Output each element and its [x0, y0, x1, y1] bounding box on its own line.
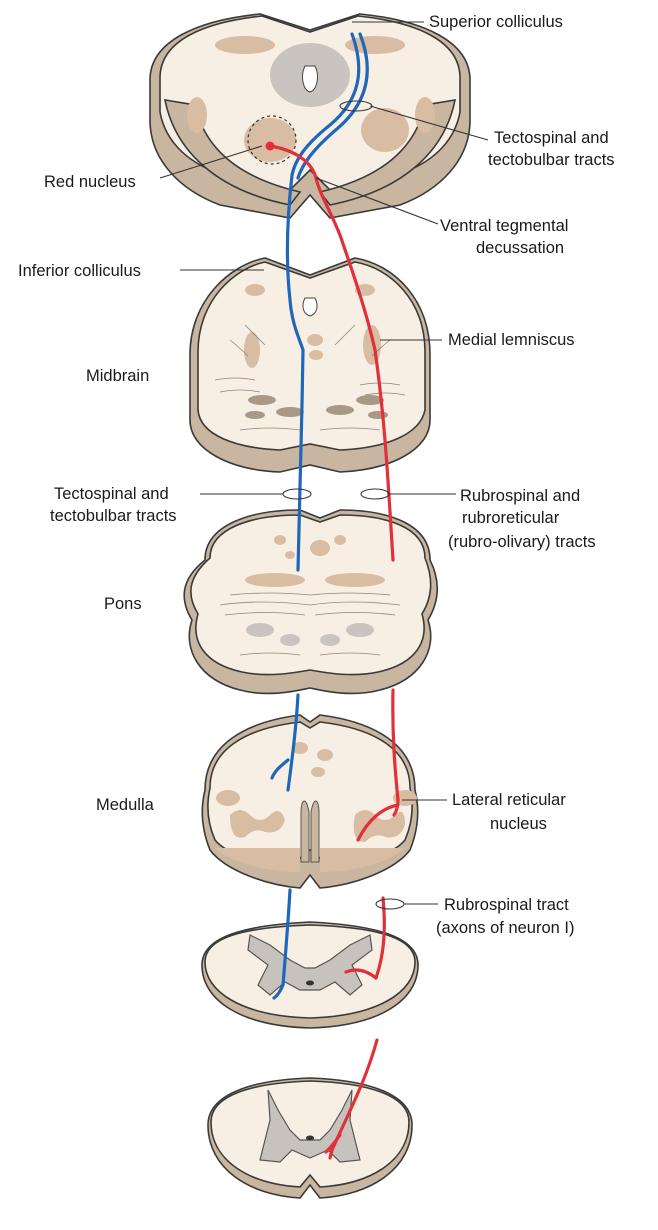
label-rubrospinal-line3: (rubro-olivary) tracts: [448, 533, 596, 551]
label-red-nucleus: Red nucleus: [44, 173, 136, 191]
pons-section: [184, 510, 437, 693]
label-inferior-colliculus: Inferior colliculus: [18, 262, 141, 280]
label-tectospinal-mid-line2: tectobulbar tracts: [50, 507, 177, 525]
label-midbrain: Midbrain: [86, 367, 150, 385]
medulla-section: [202, 715, 417, 888]
label-lateral-reticular-line1: Lateral reticular: [452, 791, 566, 809]
spinal-cord-upper-section: [202, 922, 418, 1028]
label-rubrospinal-line2: rubroreticular: [462, 509, 560, 527]
spinal-cord-lower-section: [208, 1078, 412, 1198]
label-ventral-tegmental-line2: decussation: [476, 239, 565, 257]
label-tectospinal-top-line1: Tectospinal and: [494, 129, 609, 147]
tract-ring-tectospinal-mid: [283, 489, 311, 499]
label-rubrospinal-line1: Rubrospinal and: [460, 487, 581, 505]
label-tectospinal-mid-line1: Tectospinal and: [54, 485, 169, 503]
tract-ring-rubrospinal-mid: [361, 489, 389, 499]
label-tectospinal-top-line2: tectobulbar tracts: [488, 151, 615, 169]
label-pons: Pons: [104, 595, 142, 613]
label-medulla: Medulla: [96, 796, 154, 814]
label-medial-lemniscus: Medial lemniscus: [448, 331, 575, 349]
upper-midbrain-section: [150, 14, 470, 218]
lower-midbrain-section: [190, 258, 430, 472]
label-lateral-reticular-line2: nucleus: [490, 815, 547, 833]
label-ventral-tegmental-line1: Ventral tegmental: [440, 217, 569, 235]
tract-ring-rubrospinal-low: [376, 899, 404, 909]
label-rubrospinal-tract-line2: (axons of neuron I): [436, 919, 575, 937]
label-rubrospinal-tract-line1: Rubrospinal tract: [444, 896, 569, 914]
label-superior-colliculus: Superior colliculus: [429, 13, 563, 31]
